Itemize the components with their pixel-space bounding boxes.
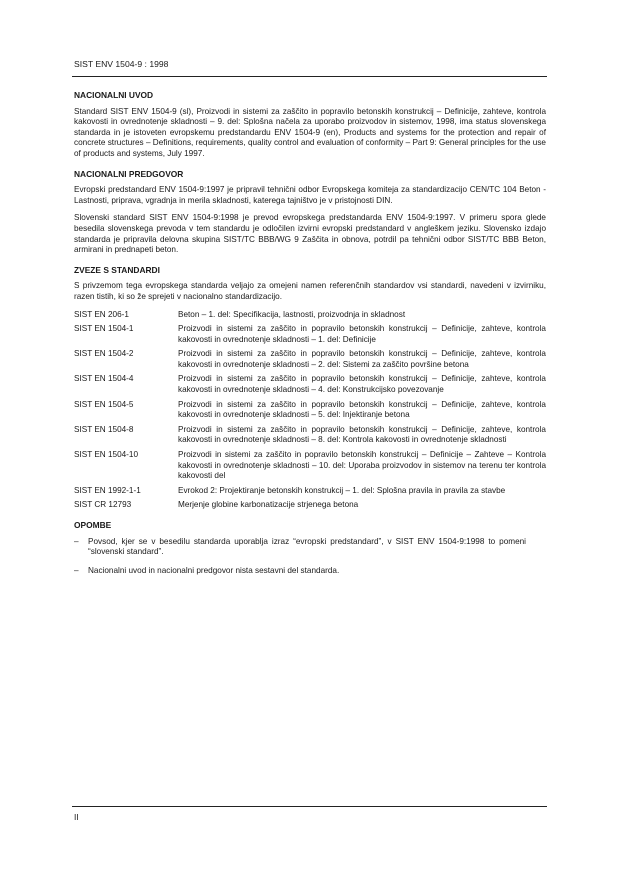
standard-row bbox=[74, 486, 546, 497]
note-text: Nacionalni uvod in nacionalni predgovor nista sestavni del standarda. bbox=[88, 565, 340, 575]
standard-row bbox=[74, 349, 546, 370]
standard-description: Merjenje globine karbonatizacije strjenega betona bbox=[178, 500, 359, 510]
standard-row bbox=[74, 400, 546, 421]
standard-code: SIST EN 1504-1 bbox=[74, 324, 134, 334]
predgovor-paragraph: Evropski predstandard ENV 1504-9:1997 je pripravil tehnični odbor Evropskega komiteja za standardizacijo CEN/TC 104 Beton - Lastnosti, priprava, vgradnja in merila skladnosti, katerega tajništvo je v pristojnosti DIN. bbox=[74, 185, 546, 205]
standard-description: Beton – 1. del: Specifikacija, lastnosti, proizvodnja in skladnost bbox=[178, 309, 406, 319]
header-rule bbox=[72, 76, 547, 77]
standard-row bbox=[74, 374, 546, 395]
standard-code: SIST EN 1504-2 bbox=[74, 349, 134, 359]
section-zveze-s-standardi bbox=[74, 265, 546, 511]
standard-code: SIST EN 1504-8 bbox=[74, 424, 134, 434]
standard-description: Proizvodi in sistemi za zaščito in popravilo betonskih konstrukcij – Definicije – Zahteve – Kontrola kakovosti in ovrednotenje skladnosti – 10. del: Uporaba proizvodov in sistemov na terenu ter kontrola kakovosti del bbox=[178, 450, 546, 481]
section-nacionalni-predgovor bbox=[74, 169, 546, 256]
running-header: SIST ENV 1504-9 : 1998 bbox=[74, 59, 169, 69]
footer-rule bbox=[72, 806, 547, 807]
standard-row bbox=[74, 450, 546, 482]
standard-row bbox=[74, 310, 546, 321]
standard-description: Proizvodi in sistemi za zaščito in popravilo betonskih konstrukcij – Definicije, zahteve, kontrola kakovosti in ovrednotenje skladnosti – 2. del: Sistemi za zaščito površine betona bbox=[178, 349, 546, 369]
zveze-intro-paragraph: S privzemom tega evropskega standarda veljajo za omejeni namen referenčnih standardov vsi standardi, navedeni v izvirniku, razen tistih, ki so že sprejeti v nacionalno standardizacijo. bbox=[74, 281, 546, 301]
note-text: Povsod, kjer se v besedilu standarda uporablja izraz “evropski predstandard”, v SIST ENV 1504-9:1998 to pomeni “slovenski standard”. bbox=[88, 536, 526, 557]
note-item bbox=[74, 566, 546, 577]
standard-description: Proizvodi in sistemi za zaščito in popravilo betonskih konstrukcij – Definicije, zahteve, kontrola kakovosti in ovrednotenje skladnosti – 5. del: Injektiranje betona bbox=[178, 399, 546, 420]
standard-code: SIST EN 1504-5 bbox=[74, 399, 134, 409]
standard-description: Proizvodi in sistemi za zaščito in popravilo betonskih konstrukcij – Definicije, zahteve, kontrola kakovosti in ovrednotenje skladnosti – 8. del: Kontrola kakovosti in ovrednotenje skladnosti bbox=[178, 424, 546, 445]
predgovor-paragraph: Slovenski standard SIST ENV 1504-9:1998 je prevod evropskega predstandarda ENV 1504-9:1997. V primeru spora glede besedila slovenskega prevoda v tem standardu je odločilen izvirni evropski predstandard v angleškem jeziku. Slovensko izdajo standarda je pripravila delovna skupina SIST/TC BBB/WG 9 Zaščita in obnova, potrdil pa tehnični odbor SIST/TC BBB Beton, armirani in prednapeti beton. bbox=[74, 213, 546, 255]
standard-row bbox=[74, 324, 546, 345]
section-title-opombe: OPOMBE bbox=[74, 520, 112, 530]
standard-code: SIST EN 206-1 bbox=[74, 309, 129, 319]
page-number: II bbox=[74, 812, 79, 822]
standard-code: SIST EN 1992-1-1 bbox=[74, 485, 141, 495]
standard-description: Evrokod 2: Projektiranje betonskih konstrukcij – 1. del: Splošna pravila in pravila za stavbe bbox=[178, 485, 506, 495]
note-item bbox=[74, 537, 546, 558]
section-title-nacionalni-uvod: NACIONALNI UVOD bbox=[74, 90, 154, 100]
standard-description: Proizvodi in sistemi za zaščito in popravilo betonskih konstrukcij – Definicije, zahteve, kontrola kakovosti in ovrednotenje skladnosti – 4. del: Konstrukcijsko povezovanje bbox=[178, 374, 546, 395]
section-title-zveze-s-standardi: ZVEZE S STANDARDI bbox=[74, 264, 160, 275]
section-opombe bbox=[74, 520, 546, 576]
standard-row bbox=[74, 500, 546, 511]
page-body bbox=[74, 90, 546, 585]
standard-row bbox=[74, 425, 546, 446]
standard-code: SIST EN 1504-4 bbox=[74, 374, 134, 384]
section-title-nacionalni-predgovor: NACIONALNI PREDGOVOR bbox=[74, 168, 184, 179]
note-bullet: – bbox=[74, 565, 79, 575]
standard-code: SIST CR 12793 bbox=[74, 500, 132, 510]
standards-list bbox=[74, 310, 546, 512]
section-nacionalni-uvod bbox=[74, 90, 546, 160]
note-bullet: – bbox=[74, 536, 79, 546]
nacionalni-uvod-paragraph: Standard SIST ENV 1504-9 (sl), Proizvodi in sistemi za zaščito in popravilo betonskih konstrukcij – Definicije, zahteve, kontrola kakovosti in ovrednotenje skladnosti – 9. del: Splošna načela za uporabo proizvodov in sistemov, 1998, ima status slovenskega standarda in je istoveten evropskemu predstandardu ENV 1504-9 (en), Products and systems for the protection and repair of concrete structures – Definitions, requirements, quality control and evaluation of conformity – Part 9: General principles for the use of products and systems, July 1997. bbox=[74, 106, 546, 158]
standard-code: SIST EN 1504-10 bbox=[74, 450, 139, 460]
standard-description: Proizvodi in sistemi za zaščito in popravilo betonskih konstrukcij – Definicije, zahteve, kontrola kakovosti in ovrednotenje skladnosti – 1. del: Definicije bbox=[178, 324, 546, 344]
